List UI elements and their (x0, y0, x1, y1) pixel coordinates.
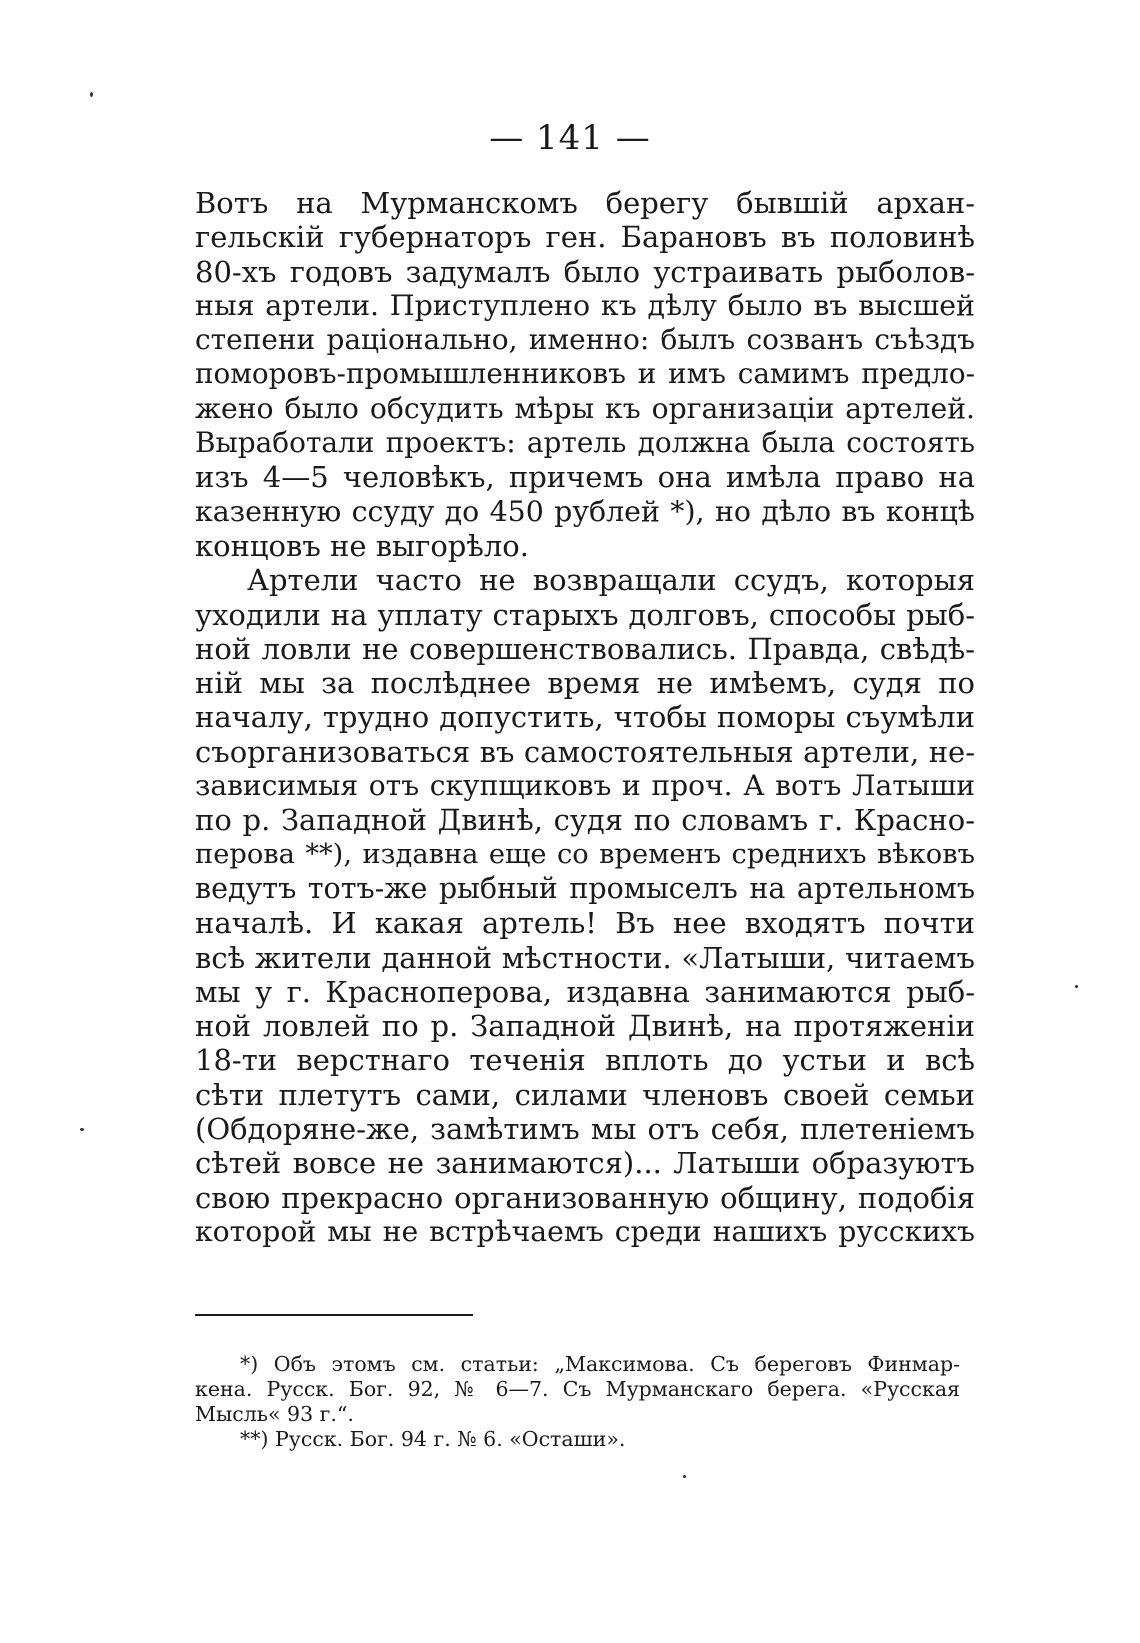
text-line: свою прекрасно организованную общину, подобія (195, 1180, 975, 1215)
text-line: Артели часто не возвращали ссудъ, которыя (247, 563, 975, 598)
text-line: перова **), издавна еще со временъ среднихъ вѣковъ (195, 838, 975, 870)
text-line: съорганизоваться въ самостоятельныя артели, не- (195, 734, 975, 769)
footnote-1-line: Мысль« 93 г.“. (195, 1402, 354, 1426)
text-line: мы у г. Красноперова, издавна занимаются рыб- (195, 974, 975, 1009)
text-line: которой мы не встрѣчаемъ среди нашихъ русскихъ (195, 1214, 975, 1248)
text-line: 18-ти верстнаго теченія вплоть до устьи и всѣ (195, 1043, 975, 1078)
text-line: Вотъ на Мурманскомъ берегу бывшій архан- (195, 186, 975, 220)
text-line: (Обдоряне-же, замѣтимъ мы отъ себя, плетеніемъ (195, 1112, 975, 1147)
text-line: Выработали проектъ: артель должна была состоять (195, 426, 975, 460)
scan-speck (80, 1128, 84, 1131)
text-line: ныя артели. Приступлено къ дѣлу было въ высшей (195, 288, 975, 322)
text-line: гельскій губернаторъ ген. Барановъ въ половинѣ (195, 220, 975, 255)
footnotes (195, 1352, 960, 1452)
scan-speck (683, 1475, 686, 1478)
text-line: концовъ не выгорѣло. (195, 528, 529, 563)
text-line: началу, трудно допустить, чтобы поморы съумѣли (195, 700, 975, 735)
body-text (195, 186, 975, 1249)
footnote-1-line: кена. Русск. Бог. 92, № 6—7. Съ Мурманскаго берега. «Русская (195, 1377, 960, 1401)
text-line: изъ 4—5 человѣкъ, причемъ она имѣла право на (195, 460, 975, 495)
text-line: ной ловли не совершенствовались. Правда, свѣдѣ- (195, 631, 975, 666)
text-line: по р. Западной Двинѣ, судя по словамъ г. Красно- (195, 803, 975, 838)
text-line: ній мы за послѣднее время не имѣемъ, судя по (195, 666, 975, 701)
scan-speck (90, 92, 93, 97)
text-line: всѣ жители данной мѣстности. «Латыши, читаемъ (195, 940, 975, 975)
page-number: — 141 — (489, 118, 651, 158)
text-line: ной ловлей по р. Западной Двинѣ, на протяженіи (195, 1009, 975, 1044)
footnote-divider (195, 1314, 473, 1316)
text-line: казенную ссуду до 450 рублей *), но дѣло въ концѣ (195, 494, 975, 528)
text-line: поморовъ-промышленниковъ и имъ самимъ предло- (195, 357, 975, 391)
text-line: уходили на уплату старыхъ долговъ, способы рыб- (195, 597, 975, 632)
text-line: 80-хъ годовъ задумалъ было устраивать рыболов- (195, 254, 975, 289)
text-line: зависимыя отъ скупщиковъ и проч. А вотъ Латыши (195, 769, 975, 803)
text-line: сѣти плетутъ сами, силами членовъ своей семьи (195, 1077, 975, 1112)
text-line: степени раціонально, именно: былъ созванъ съѣздъ (195, 323, 975, 357)
text-line: жено было обсудить мѣры къ организаціи артелей. (195, 391, 975, 425)
footnote-1-line: *) Объ этомъ см. статьи: „Максимова. Съ береговъ Финмар- (240, 1352, 960, 1376)
text-line: ведутъ тотъ-же рыбный промыселъ на артельномъ (195, 871, 975, 905)
text-line: сѣтей вовсе не занимаются)... Латыши образуютъ (195, 1146, 975, 1181)
scan-speck (1075, 985, 1078, 988)
footnote-2: **) Русск. Бог. 94 г. № 6. «Осташи». (240, 1427, 626, 1451)
text-line: началѣ. И какая артель! Въ нее входятъ почти (195, 906, 975, 941)
